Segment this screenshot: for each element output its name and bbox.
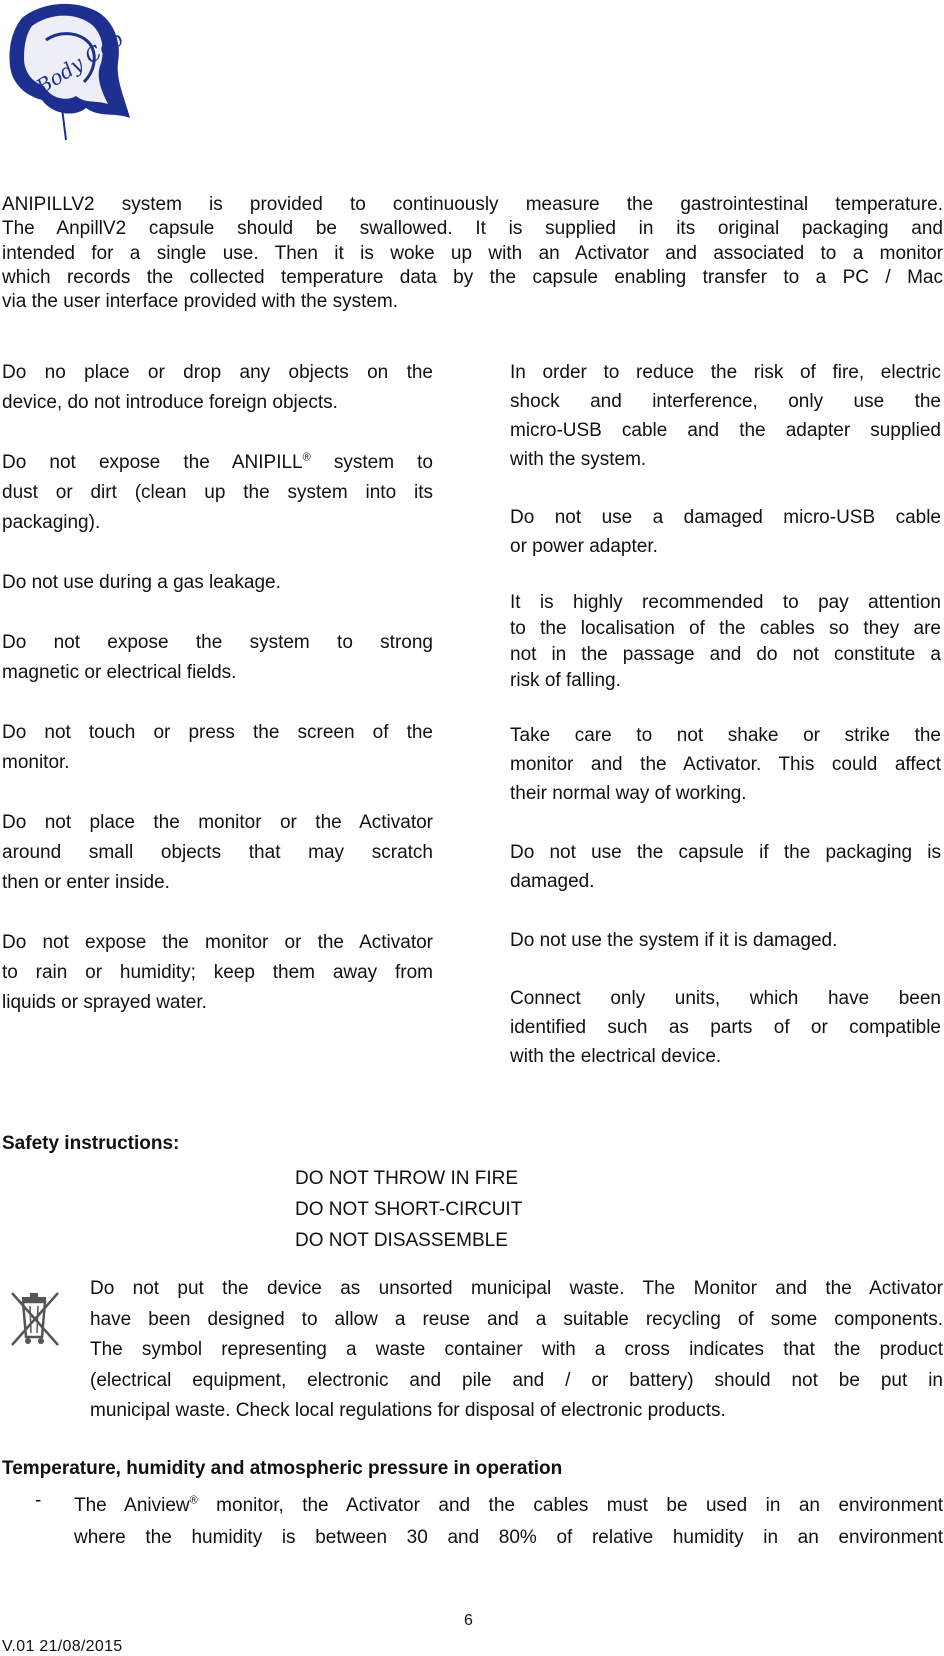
warning-humidity: Do not expose the monitor or the Activator to rain or humidity; keep them away from liquids or sprayed water. (2, 932, 433, 1013)
logo-text: Body Cap (31, 26, 127, 99)
warnings-left-column (2, 358, 433, 1018)
intro-line: intended for a single use. Then it is woke up with an Activator and associated to a monitor (2, 242, 943, 264)
warning-damaged-system: Do not use the system if it is damaged. (510, 930, 838, 951)
safety-list (295, 1163, 522, 1256)
intro-line: ANIPILLV2 system is provided to continuously measure the gastrointestinal temperature. (2, 194, 943, 215)
warning-cable-placement: It is highly recommended to pay attention to the localisation of the cables so they are not in the passage and do not constitute a risk of falling. (510, 592, 941, 691)
intro-line: via the user interface provided with the system. (2, 291, 399, 313)
page-number: 6 (464, 1612, 473, 1629)
warning-damaged-cable: Do not use a damaged micro-USB cable or power adapter. (510, 507, 941, 557)
version-date: V.01 21/08/2015 (2, 1638, 123, 1655)
warning-compatible-units: Connect only units, which have been identified such as parts of or compatible with the electrical device. (510, 988, 941, 1067)
safety-heading: Safety instructions: (2, 1133, 180, 1154)
safety-item: DO NOT DISASSEMBLE (295, 1230, 508, 1251)
warning-shake: Take care to not shake or strike the monitor and the Activator. This could affect their normal way of working. (510, 725, 941, 804)
safety-item: DO NOT THROW IN FIRE (295, 1168, 519, 1189)
weee-notice: Do not put the device as unsorted municipal waste. The Monitor and the Activator have been designed to allow a reuse and a suitable recycling of some components. The symbol representing a waste container with a cross indicates that the product (electrical equipment, electronic and pile and / or battery) should not be put in municipal waste. Check local regulations for disposal of electronic products. (90, 1278, 943, 1421)
company-logo (2, 0, 136, 148)
warning-magnetic-fields: Do not expose the system to strong magnetic or electrical fields. (2, 632, 433, 683)
operation-heading: Temperature, humidity and atmospheric pressure in operation (2, 1458, 563, 1479)
crossed-out-wheelie-bin-icon (8, 1289, 62, 1349)
warning-dust: Do not expose the ANIPILL® system to dust or dirt (clean up the system into its packaging). (2, 451, 433, 533)
warning-fire-risk: In order to reduce the risk of fire, electric shock and interference, only use the micro-USB cable and the adapter supplied with the system. (510, 362, 941, 470)
warning-screen: Do not touch or press the screen of the monitor. (2, 722, 433, 773)
warning-small-objects: Do not place the monitor or the Activator around small objects that may scratch then or enter inside. (2, 812, 433, 893)
safety-item: DO NOT SHORT-CIRCUIT (295, 1199, 523, 1220)
warnings-right-column (510, 358, 941, 1071)
bullet-marker: - (35, 1490, 42, 1511)
warning-damaged-packaging: Do not use the capsule if the packaging is damaged. (510, 842, 941, 892)
intro-line: The AnpillV2 capsule should be swallowed. It is supplied in its original packaging and (2, 218, 943, 240)
operation-bullet-text: The Aniview® monitor, the Activator and the cables must be used in an environment where the humidity is between 30 and 80% of relative humidity in an environment (74, 1494, 943, 1548)
warning-gas-leakage: Do not use during a gas leakage. (2, 572, 281, 593)
warning-no-objects: Do no place or drop any objects on the device, do not introduce foreign objects. (2, 362, 433, 413)
intro-line: which records the collected temperature data by the capsule enabling transfer to a PC / Mac (2, 266, 943, 288)
intro-paragraph (2, 193, 943, 314)
